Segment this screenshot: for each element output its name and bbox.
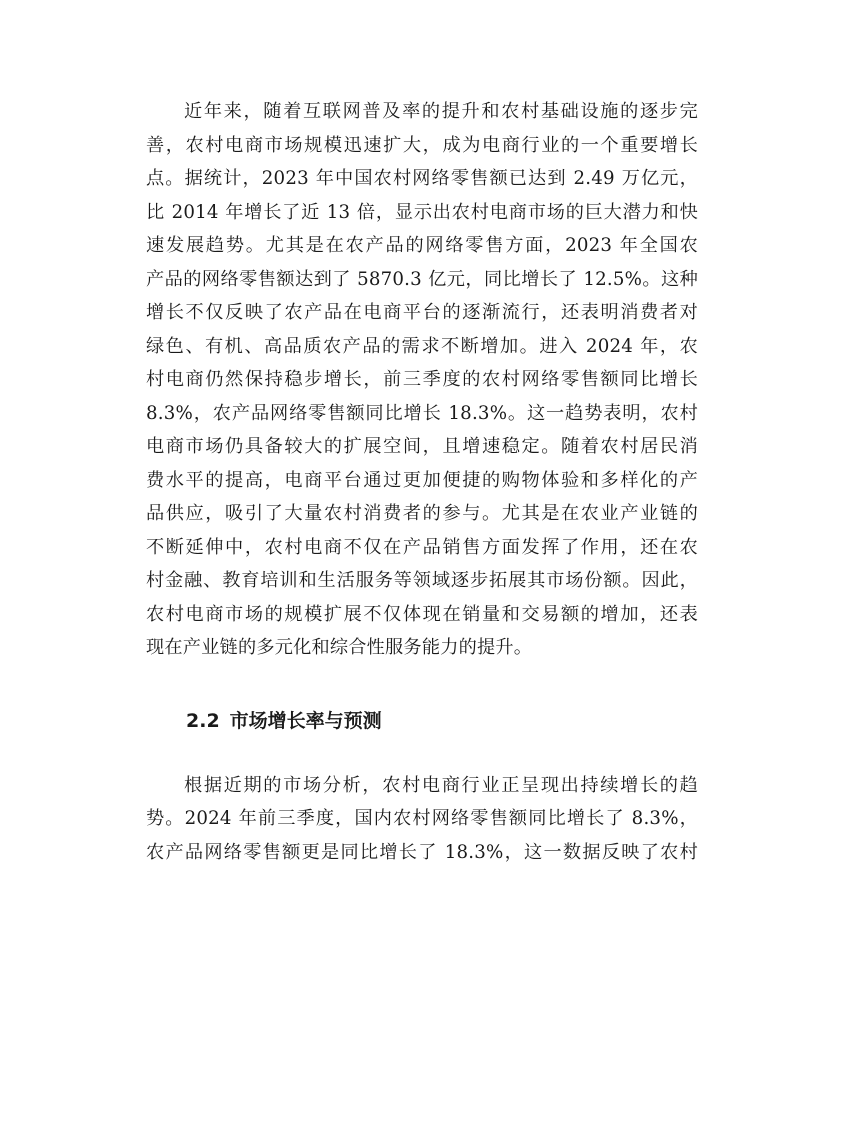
- paragraph-line: 绿色、有机、高品质农产品的需求不断增加。进入 2024 年，农: [146, 335, 698, 357]
- paragraph-market-scale: [146, 95, 698, 665]
- paragraph-line: 现在产业链的多元化和综合性服务能力的提升。: [146, 637, 533, 658]
- paragraph-line: 农产品网络零售额更是同比增长了 18.3%，这一数据反映了农村: [146, 841, 698, 863]
- paragraph-line: 点。据统计，2023 年中国农村网络零售额已达到 2.49 万亿元，: [146, 168, 698, 189]
- paragraph-line: 村电商仍然保持稳步增长，前三季度的农村网络零售额同比增长: [146, 369, 698, 390]
- document-page: [146, 95, 698, 869]
- paragraph-line: 善，农村电商市场规模迅速扩大，成为电商行业的一个重要增长: [146, 134, 698, 156]
- section-number: 2.2: [186, 709, 220, 732]
- paragraph-line: 比 2014 年增长了近 13 倍，显示出农村电商市场的巨大潜力和快: [146, 201, 698, 223]
- paragraph-line: 村金融、教育培训和生活服务等领域逐步拓展其市场份额。因此，: [146, 570, 698, 591]
- section-heading: [146, 706, 698, 736]
- paragraph-line: 势。2024 年前三季度，国内农村网络零售额同比增长了 8.3%，: [146, 808, 698, 829]
- paragraph-line: 8.3%，农产品网络零售额同比增长 18.3%。这一趋势表明，农村: [146, 402, 698, 424]
- paragraph-line: 根据近期的市场分析，农村电商行业正呈现出持续增长的趋: [184, 774, 698, 796]
- paragraph-line: 电商市场仍具备较大的扩展空间，且增速稳定。随着农村居民消: [146, 436, 698, 457]
- paragraph-line: 速发展趋势。尤其是在农产品的网络零售方面，2023 年全国农: [146, 235, 698, 256]
- paragraph-growth-forecast: [146, 769, 698, 870]
- paragraph-line: 近年来，随着互联网普及率的提升和农村基础设施的逐步完: [184, 101, 698, 122]
- paragraph-line: 品供应，吸引了大量农村消费者的参与。尤其是在农业产业链的: [146, 503, 698, 524]
- paragraph-line: 农村电商市场的规模扩展不仅体现在销量和交易额的增加，还表: [146, 603, 698, 625]
- paragraph-line: 不断延伸中，农村电商不仅在产品销售方面发挥了作用，还在农: [146, 536, 698, 558]
- section-title: 市场增长率与预测: [229, 709, 382, 732]
- paragraph-line: 增长不仅反映了农产品在电商平台的逐渐流行，还表明消费者对: [146, 302, 698, 323]
- paragraph-line: 费水平的提高，电商平台通过更加便捷的购物体验和多样化的产: [146, 469, 698, 491]
- paragraph-line: 产品的网络零售额达到了 5870.3 亿元，同比增长了 12.5%。这种: [146, 268, 698, 290]
